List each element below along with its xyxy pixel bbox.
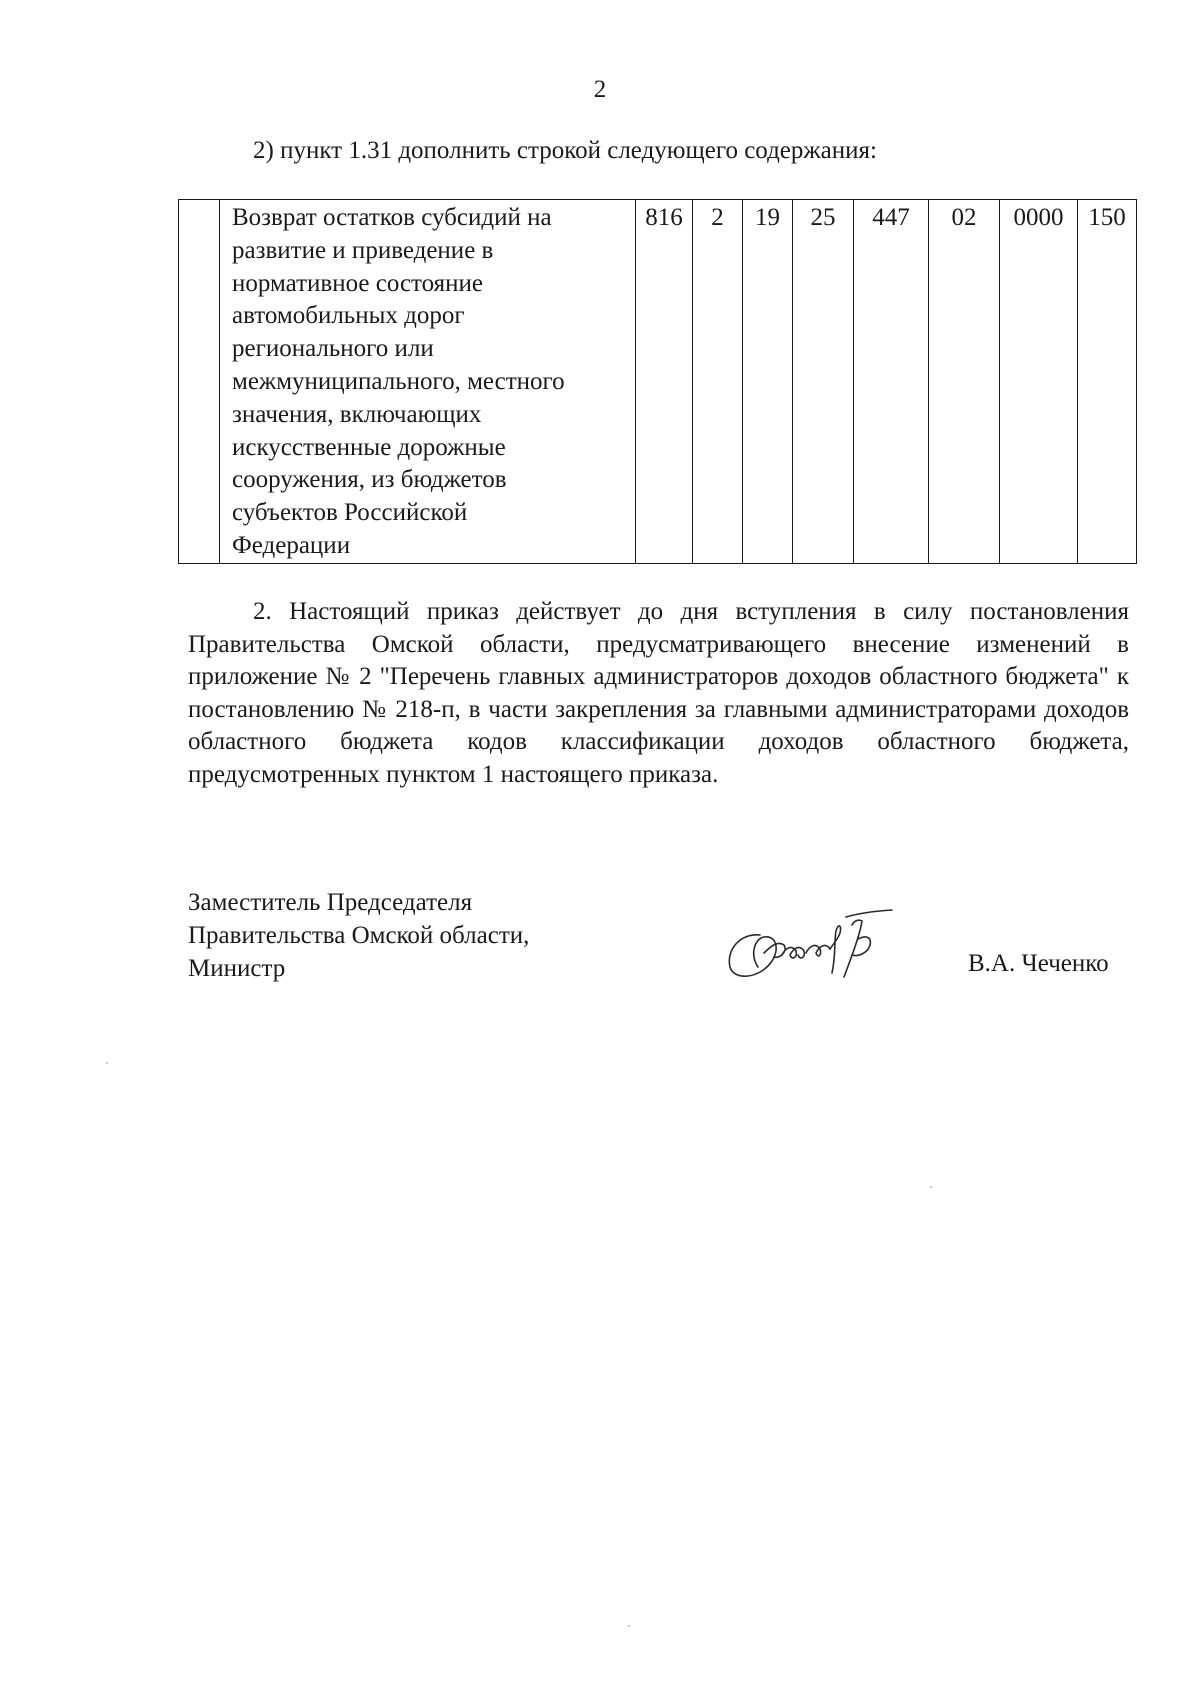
number-cell xyxy=(179,200,220,564)
code-cell-group: 2 xyxy=(693,200,743,564)
description-line: развитие и приведение в xyxy=(232,236,494,264)
description-line: автомобильных дорог xyxy=(232,302,465,330)
description-line: регионального или xyxy=(232,335,434,363)
description-line: Возврат остатков субсидий на xyxy=(232,204,552,231)
description-cell xyxy=(220,200,636,564)
code-cell-administrator: 816 xyxy=(636,200,693,564)
signer-title-line: Министр xyxy=(188,955,286,982)
description-line: Федерации xyxy=(232,531,351,559)
description-line: искусственные дорожные xyxy=(232,433,506,461)
code-cell-economic: 150 xyxy=(1078,200,1137,564)
signer-title-line: Заместитель Председателя xyxy=(188,889,473,916)
signer-name: В.А. Чеченко xyxy=(968,950,1109,977)
description-line: межмуниципального, местного xyxy=(232,367,565,395)
signer-title-line: Правительства Омской области, xyxy=(188,922,530,949)
code-cell-subgroup: 19 xyxy=(743,200,793,564)
scan-speck xyxy=(930,1186,932,1188)
description-line: субъектов Российской xyxy=(232,499,468,527)
paragraph-2: 2. Настоящий приказ действует до дня вступления в силу постановления Правительства Омской области, предусматривающего внесение изменений в приложение № 2 "Перечень главных администраторов доходов областного бюджета" к постановлению № 218-п, в части закрепления за главными администраторами доходов областного бюджета кодов классификации доходов областного бюджета, предусмотренных пунктом 1 настоящего приказа. xyxy=(188,598,1129,788)
description-line: значения, включающих xyxy=(232,400,482,428)
code-cell-subarticle: 447 xyxy=(854,200,929,564)
table-row xyxy=(179,200,1137,564)
amendment-table xyxy=(178,199,1137,564)
amendment-intro: 2) пункт 1.31 дополнить строкой следующего содержания: xyxy=(253,137,877,164)
code-cell-program: 0000 xyxy=(1000,200,1078,564)
code-cell-element: 02 xyxy=(929,200,1000,564)
scan-speck xyxy=(628,1625,630,1627)
page-number: 2 xyxy=(593,76,607,103)
code-cell-article: 25 xyxy=(793,200,854,564)
scan-speck xyxy=(106,1062,108,1064)
description-line: нормативное состояние xyxy=(232,269,484,297)
handwritten-signature xyxy=(720,895,910,985)
description-line: сооружения, из бюджетов xyxy=(232,466,507,494)
signer-title xyxy=(188,886,529,985)
